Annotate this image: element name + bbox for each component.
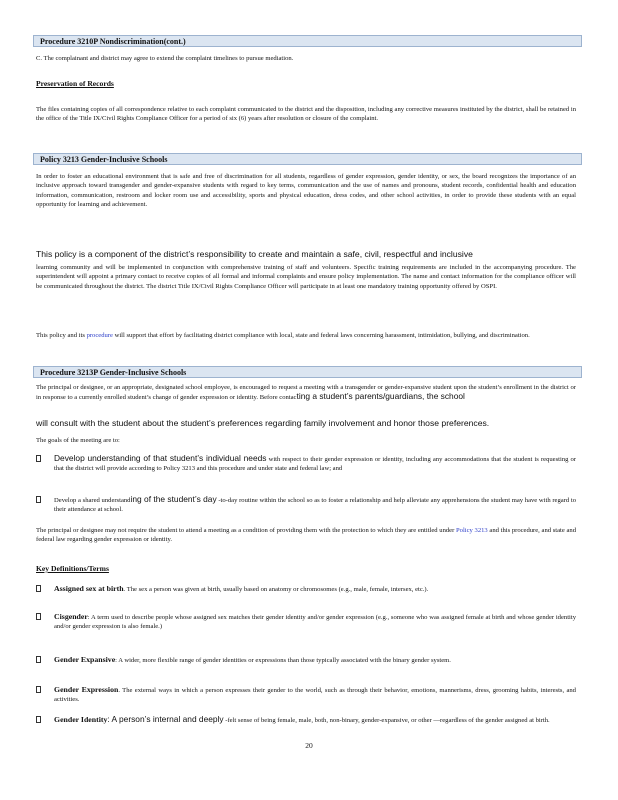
definition-term: Gender Expansive bbox=[54, 655, 116, 664]
checkbox-icon bbox=[36, 656, 41, 663]
text-support-before: This policy and its bbox=[36, 332, 87, 339]
definition-text: : A term used to describe people whose assigned sex matches their gender identity and/or gender expression (e.g., someone who was assigned female at birth and whose gender identity and/or gender expression is also female.) bbox=[54, 614, 576, 631]
definition-text: : A wider, more flexible range of gender identities or expressions than those typically associated with the binary gender system. bbox=[115, 657, 451, 664]
checkbox-icon bbox=[36, 496, 41, 503]
definition-emphasis: : A person’s internal and deeply bbox=[107, 714, 224, 724]
paragraph-family-preferences: will consult with the student about the student’s preferences regarding family involvement and honor those preferences. bbox=[36, 418, 490, 428]
page-number: 20 bbox=[305, 741, 313, 750]
definition-text: . The external ways in which a person expresses their gender to the world, such as through their behavior, emotions, mannerisms, dress, grooming habits, interests, and activities. bbox=[54, 687, 576, 704]
paragraph-no-required-meeting bbox=[36, 526, 576, 545]
paragraph-policy-intro: In order to foster an educational environment that is safe and free of discrimination for all students, regardless of gender expression, gender identity, or sex, the board recognizes the importance of an inclusive approach toward transgender and gender-expansive students with regard to key terms, communication and the use of names and pronouns, student records, confidential health and education information, communication, restroom and locker room use and accessibility, sports and physical education, dress codes, and other school activities, in order to provide these students with an equal opportunity for learning and achievement. bbox=[36, 173, 576, 208]
goal-2-lead: Develop a shared understand bbox=[54, 497, 131, 504]
checkbox-icon bbox=[36, 585, 41, 592]
definition-text: . The sex a person was given at birth, usually based on anatomy or chromosomes (e.g., male, female, intersex, etc.). bbox=[123, 586, 429, 593]
paragraph-mediation: C. The complainant and district may agree to extend the complaint timelines to pursue mediation. bbox=[36, 55, 294, 62]
goal-1-lead: Develop understanding of that student’s individual needs bbox=[54, 453, 267, 463]
text-support-after: will support that effort by facilitating district compliance with local, state and federal laws concerning harassment, intimidation, bullying, and discrimination. bbox=[112, 332, 530, 339]
checkbox-icon bbox=[36, 455, 41, 462]
paragraph-policy-component: This policy is a component of the district’s responsibility to create and maintain a safe, civil, respectful and inclusive bbox=[36, 249, 473, 259]
checkbox-icon bbox=[36, 613, 41, 620]
paragraph-principal-meeting bbox=[36, 383, 576, 403]
procedure-link[interactable]: procedure bbox=[86, 332, 113, 339]
section-bar-procedure-3213p: Procedure 3213P Gender-Inclusive Schools bbox=[33, 366, 582, 378]
text-parents-guardians: ting a student’s parents/guardians, the school bbox=[296, 391, 465, 402]
section-bar-policy-3213: Policy 3213 Gender-Inclusive Schools bbox=[33, 153, 582, 165]
goal-2-emphasis: ing of the student’s day bbox=[130, 494, 217, 504]
text-nomeet-before: The principal or designee may not require the student to attend a meeting as a condition of providing them with the protection to which they are entitled under bbox=[36, 527, 456, 534]
definition-term: Cisgender bbox=[54, 612, 88, 621]
definition-term: Gender Expression bbox=[54, 685, 119, 694]
checkbox-icon bbox=[36, 716, 41, 723]
checkbox-icon bbox=[36, 686, 41, 693]
paragraph-policy-support bbox=[36, 331, 576, 340]
definition-text: -felt sense of being female, male, both, non-binary, gender-expansive, or other —regardless of the gender assigned at birth. bbox=[225, 717, 550, 724]
definition-term: Gender Identity bbox=[54, 715, 108, 724]
definition-term: Assigned sex at birth bbox=[54, 584, 124, 593]
goal-1-text: with respect to their gender expression or identity, including any accommodations that the student is requesting or that the district will provide according to Policy 3213 and this procedure and under state and federal law; and bbox=[54, 456, 576, 473]
paragraph-learning-community: learning community and will be implemented in conjunction with comprehensive training of staff and volunteers. Specific training requirements are included in the accompanying procedure. The superintendent will appoint a primary contact to receive copies of all formal and informal complaints and ensure policy implementation. The name and contact information for the compliance officer will be communicated throughout the district. The district Title IX/Civil Rights Compliance Officer will participate in at least one mandatory training opportunity offered by OSPI. bbox=[36, 264, 576, 290]
policy-3213-link[interactable]: Policy 3213 bbox=[455, 527, 488, 534]
paragraph-records: The files containing copies of all correspondence relative to each complaint communicated to the district and the disposition, including any corrective measures instituted by the district, shall be retained in the office of the Title IX/Civil Rights Compliance Officer for a period of six (6) years after resolution or closure of the complaint. bbox=[36, 106, 576, 123]
text-nomeet-after: and this procedure, and state and federal law regarding gender expression or identity. bbox=[36, 527, 577, 544]
goal-2-text: -to-day routine within the school so as to foster a relationship and help alleviate any apprehensions the student may have with regard to their attendance at school. bbox=[54, 497, 576, 514]
text-principal-meeting: The principal or designee, or an appropriate, designated school employee, is encouraged to request a meeting with a transgender or gender-expansive student upon the student’s enrollment in the district or in response to a currently enrolled student’s change of gender expression or identity. Before contac bbox=[36, 384, 576, 402]
heading-key-definitions: Key Definitions/Terms bbox=[36, 564, 109, 573]
heading-preservation-of-records: Preservation of Records bbox=[36, 79, 114, 88]
section-bar-procedure-3210p: Procedure 3210P Nondiscrimination(cont.) bbox=[33, 35, 582, 47]
paragraph-goals-intro: The goals of the meeting are to: bbox=[36, 437, 120, 444]
